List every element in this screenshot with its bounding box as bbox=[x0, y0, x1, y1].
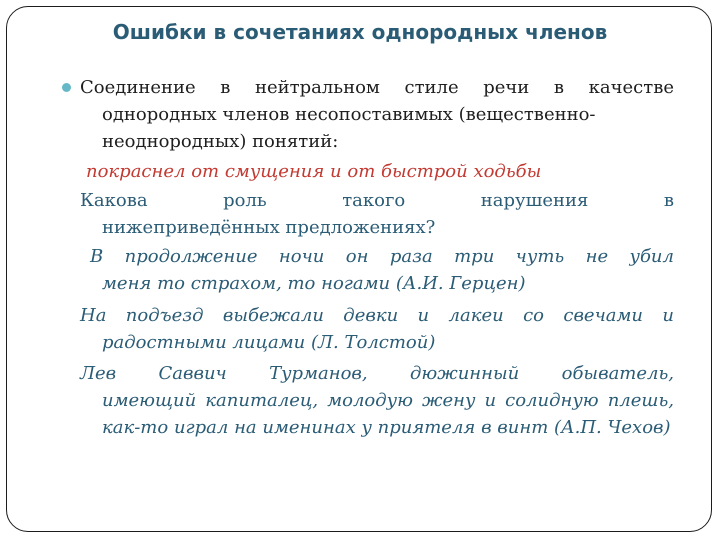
bullet-line-3: неоднородных) понятий: bbox=[102, 131, 339, 152]
question-line-1: Какова роль такого нарушения в bbox=[80, 190, 674, 211]
sentence-rest: радостными лицами (Л. Толстой) bbox=[102, 332, 436, 353]
sentence-line-1: В продолжение ночи он раза три чуть не убил bbox=[90, 246, 674, 267]
question bbox=[80, 187, 674, 241]
sentence-tolstoy bbox=[80, 302, 674, 356]
bullet-point bbox=[80, 74, 674, 155]
question-line-2: нижеприведённых предложениях? bbox=[102, 217, 436, 238]
sentence-herzen bbox=[80, 243, 674, 297]
sentence-line-1: На подъезд выбежали девки и лакеи со свечами и bbox=[80, 305, 674, 326]
sentence-rest: имеющий капиталец, молодую жену и солидную плешь, как-то играл на именинах у приятеля в винт (А.П. Чехов) bbox=[102, 390, 674, 438]
bullet-line-1: Соединение в нейтральном стиле речи в качестве bbox=[80, 77, 674, 98]
bullet-line-2: однородных членов несопоставимых (вещественно- bbox=[102, 104, 596, 125]
sentence-line-1: Лев Саввич Турманов, дюжинный обыватель, bbox=[80, 363, 674, 384]
sentence-rest: меня то страхом, то ногами (А.И. Герцен) bbox=[102, 273, 526, 294]
slide-title: Ошибки в сочетаниях однородных членов bbox=[112, 20, 608, 44]
example-phrase: покраснел от смущения и от быстрой ходьбы bbox=[86, 161, 542, 182]
sentence-chekhov bbox=[80, 360, 674, 441]
bullet-dot-icon bbox=[62, 83, 71, 92]
